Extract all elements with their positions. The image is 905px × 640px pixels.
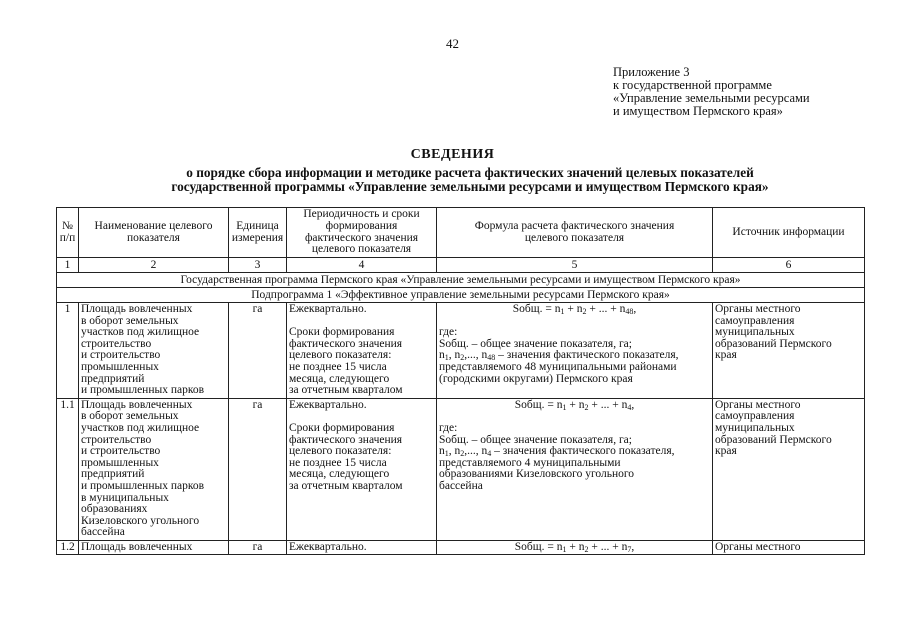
subprogram-title: Подпрограмма 1 «Эффективное управление земельными ресурсами Пермского края» [57, 288, 865, 303]
periodicity-text: Ежеквартально. [287, 540, 437, 555]
indicator-name: Площадь вовлеченных в оборот земельных участков под жилищное строительство и строительство промышленных предприятий и промышленных парков [79, 303, 229, 399]
formula-cell [437, 303, 713, 399]
formula: Sобщ. = $n_1 + n_2$ + ... + $n_4$, [514, 398, 635, 412]
source-info: Органы местного [713, 540, 865, 555]
unit-value: га [229, 540, 287, 555]
header-indicator-name: Наименование целевого показателя [79, 208, 229, 258]
formula: Sобщ. = $n_1 + n_2$ + ... + $n_{48}$, [512, 303, 637, 316]
formula-cell [437, 540, 713, 555]
appendix-line: «Управление земельными ресурсами [613, 91, 810, 105]
program-row [57, 273, 865, 288]
row-number: 1.1 [57, 398, 79, 540]
table-row [57, 398, 865, 540]
table-row [57, 303, 865, 399]
appendix-line: Приложение 3 [613, 65, 690, 79]
formula-definition: представляемого 48 муниципальными районами (городскими округами) Пермского края [439, 360, 677, 385]
header-source: Источник информации [713, 208, 865, 258]
row-number: 1 [57, 303, 79, 399]
formula-definition: представляемого 4 муниципальными образованиями Кизеловского угольного бассейна [439, 456, 635, 492]
appendix-line: к государственной программе [613, 78, 772, 92]
appendix-line: и имуществом Пермского края» [613, 104, 783, 118]
header-unit: Единица измерения [229, 208, 287, 258]
subtitle-line: о порядке сбора информации и методике расчета фактических значений целевых показателей [186, 165, 754, 180]
column-number: 4 [287, 258, 437, 273]
header-formula: Формула расчета фактического значения целевого показателя [437, 208, 713, 258]
formula-definition: Sобщ. – общее значение показателя, га; [439, 433, 632, 446]
program-title: Государственная программа Пермского края «Управление земельными ресурсами и имуществом Пермского края» [57, 273, 865, 288]
formula: Sобщ. = $n_1 + n_2$ + ... + $n_7$, [514, 540, 635, 554]
indicators-table [56, 207, 865, 555]
subtitle-line: государственной программы «Управление земельными ресурсами и имуществом Пермского края» [171, 179, 769, 194]
subprogram-row [57, 288, 865, 303]
header-number: № п/п [57, 208, 79, 258]
periodicity-text: Ежеквартально. Сроки формирования фактического значения целевого показателя: не позднее 15 числа месяца, следующего за отчетным кварталом [287, 398, 437, 540]
unit-value: га [229, 303, 287, 399]
unit-value: га [229, 398, 287, 540]
table-row [57, 540, 865, 555]
column-number: 5 [437, 258, 713, 273]
document-title: СВЕДЕНИЯ [410, 147, 495, 162]
table-header-row [57, 208, 865, 258]
document-subtitle [40, 166, 900, 194]
periodicity-text: Ежеквартально. Сроки формирования фактического значения целевого показателя: не позднее 15 числа месяца, следующего за отчетным кварталом [287, 303, 437, 399]
column-number-row [57, 258, 865, 273]
formula-definition: $n_1$, $n_2$,..., $n_{48}$ – значения фактического показателя, [439, 349, 679, 363]
source-info: Органы местного самоуправления муниципальных образований Пермского края [713, 398, 865, 540]
row-number: 1.2 [57, 540, 79, 555]
column-number: 1 [57, 258, 79, 273]
formula-where: где: [439, 326, 458, 339]
indicator-name: Площадь вовлеченных в оборот земельных участков под жилищное строительство и строительство промышленных предприятий и промышленных парков в муниципальных образованиях Кизеловского угольного бассейна [79, 398, 229, 540]
column-number: 3 [229, 258, 287, 273]
page-number: 42 [446, 36, 459, 51]
source-info: Органы местного самоуправления муниципальных образований Пермского края [713, 303, 865, 399]
formula-cell [437, 398, 713, 540]
column-number: 6 [713, 258, 865, 273]
formula-definition: $n_1$, $n_2$,..., $n_4$ – значения фактического показателя, [439, 445, 675, 459]
header-periodicity: Периодичность и сроки формирования фактического значения целевого показателя [287, 208, 437, 258]
appendix-note [613, 66, 810, 118]
column-number: 2 [79, 258, 229, 273]
formula-definition: Sобщ. – общее значение показателя, га; [439, 337, 632, 350]
indicator-name: Площадь вовлеченных [79, 540, 229, 555]
formula-where: где: [439, 421, 458, 434]
